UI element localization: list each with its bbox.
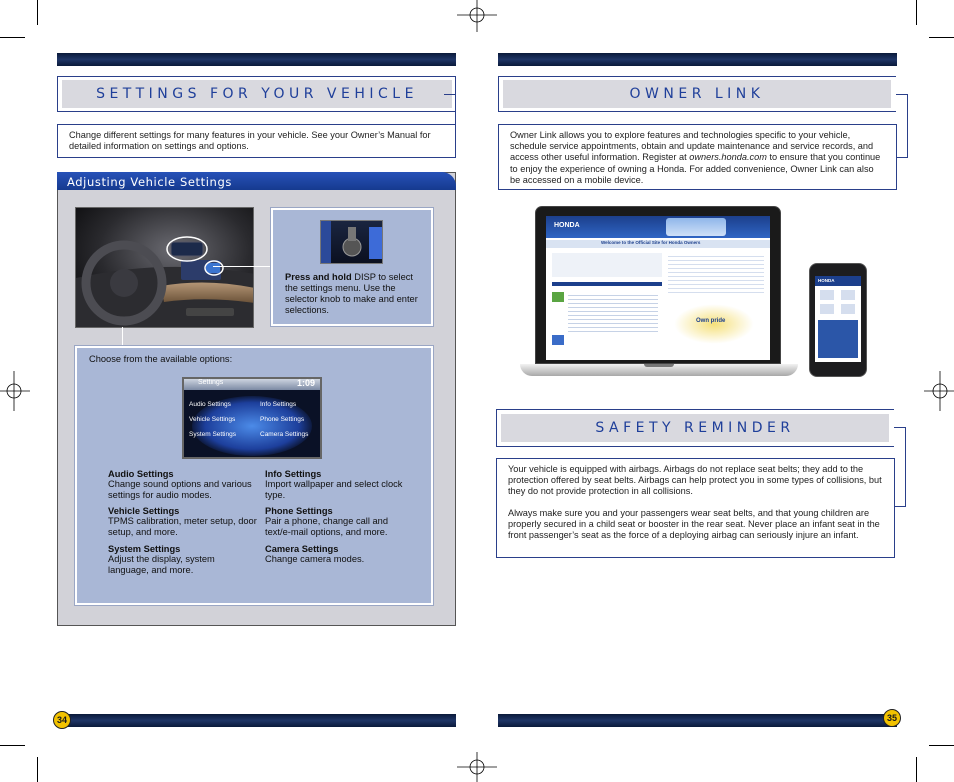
option-head: Audio Settings <box>108 469 174 479</box>
choose-label: Choose from the available options: <box>89 354 233 364</box>
option-audio <box>108 469 258 501</box>
adjusting-settings-tab <box>57 172 456 190</box>
option-phone <box>265 506 415 538</box>
option-camera <box>265 544 415 565</box>
settings-screen <box>182 377 322 459</box>
owner-link-box <box>498 124 897 190</box>
page-number: 35 <box>886 713 897 723</box>
phone-panel <box>818 320 858 358</box>
site-car-image <box>666 218 726 236</box>
phone-tile[interactable] <box>820 290 834 300</box>
footer-bar <box>57 714 456 727</box>
safety-paragraph-1: Your vehicle is equipped with airbags. Airbags do not replace seat belts; they add to the protection offered by seat belts. Airbags can help protect you in some types of collisions, but they do not provide protection in all collisions. <box>508 464 882 497</box>
option-desc: Import wallpaper and select clock type. <box>265 479 403 500</box>
safety-title-text: SAFETY REMINDER <box>595 420 795 436</box>
laptop-screen <box>546 216 770 360</box>
screen-item-camera[interactable]: Camera Settings <box>260 431 309 438</box>
intro-box <box>57 124 456 158</box>
press-hold-text <box>285 272 425 316</box>
screen-header-label: Settings <box>198 379 224 386</box>
owner-link-text-post: to ensure that you continue to enjoy the experience of owning a Honda. For added convenience, Owner Link can also be accessed on a mobile device. <box>510 152 881 185</box>
settings-title-text: SETTINGS FOR YOUR VEHICLE <box>96 86 418 102</box>
laptop-illustration <box>520 206 798 378</box>
site-section-bar <box>552 282 662 286</box>
phone-brand: HONDA <box>818 278 835 283</box>
intro-text: Change different settings for many features in your vehicle. See your Owner’s Manual for detailed information on settings and options. <box>69 130 431 152</box>
option-desc: Change camera modes. <box>265 554 365 564</box>
options-box <box>75 346 433 605</box>
site-brand: HONDA <box>554 222 580 229</box>
site-link-list <box>568 292 658 332</box>
crop-mark <box>916 0 917 25</box>
selector-knob-photo <box>320 220 383 264</box>
crop-mark <box>37 0 38 25</box>
safety-box <box>496 458 895 558</box>
registration-mark <box>452 752 502 782</box>
phone-screen <box>815 276 861 362</box>
option-head: Phone Settings <box>265 506 333 516</box>
registration-mark <box>452 0 502 32</box>
screen-item-phone[interactable]: Phone Settings <box>260 416 305 423</box>
option-desc: TPMS calibration, meter setup, door setup, and more. <box>108 516 257 537</box>
owner-link-url[interactable]: owners.honda.com <box>689 152 767 163</box>
section-title <box>503 80 891 108</box>
option-vehicle <box>108 506 258 538</box>
owner-link-text-pre: Owner Link allows you to explore features and technologies specific to your vehicle, schedule service appointments, obtain and update maintenance and service records, and access other useful information. Register at <box>510 130 874 163</box>
registration-mark <box>0 368 30 414</box>
crop-mark <box>0 745 25 746</box>
page-number-badge <box>53 711 71 729</box>
page-number-badge <box>883 709 901 727</box>
option-desc: Change sound options and various settings for audio modes. <box>108 479 252 500</box>
phone-tile[interactable] <box>820 304 834 314</box>
header-bar <box>498 53 897 66</box>
intro-bracket <box>444 94 456 158</box>
press-hold-box <box>271 208 433 326</box>
screen-item-info[interactable]: Info Settings <box>260 401 297 408</box>
option-info <box>265 469 415 501</box>
screen-clock: 1:09 <box>296 378 315 388</box>
title-bracket <box>896 94 908 158</box>
knob-illustration <box>321 221 383 264</box>
phone-tile[interactable] <box>841 304 855 314</box>
site-sidebar-list <box>668 253 764 293</box>
option-desc: Adjust the display, system language, and more. <box>108 554 215 575</box>
option-desc: Pair a phone, change call and text/e-mail options, and more. <box>265 516 389 537</box>
registration-mark <box>924 368 954 414</box>
crop-mark <box>0 37 25 38</box>
section-title <box>62 80 452 108</box>
laptop-notch <box>644 364 674 367</box>
site-promo-text: Own pride <box>696 318 726 324</box>
press-hold-bold: Press and hold <box>285 272 352 282</box>
press-hold-rest: DISP to select the settings menu. Use the selector knob to make and enter selections. <box>285 272 418 315</box>
crop-mark <box>916 757 917 782</box>
phone-illustration <box>809 263 867 377</box>
site-welcome-text: Welcome to the Official Site for Honda Owners <box>601 240 701 245</box>
crop-mark <box>929 745 954 746</box>
screen-item-vehicle[interactable]: Vehicle Settings <box>189 416 236 423</box>
page-number: 34 <box>56 715 67 725</box>
dashboard-photo <box>75 207 254 328</box>
dashboard-illustration <box>76 208 254 328</box>
title-bracket <box>894 427 906 507</box>
paragraph-spacer <box>508 498 883 508</box>
check-icon <box>552 292 564 302</box>
option-head: Vehicle Settings <box>108 506 180 516</box>
option-head: Camera Settings <box>265 544 339 554</box>
site-section <box>552 253 662 277</box>
crop-mark <box>929 37 954 38</box>
header-bar <box>57 53 456 66</box>
option-head: System Settings <box>108 544 181 554</box>
owner-link-title-text: OWNER LINK <box>629 86 765 102</box>
section-title <box>501 414 889 442</box>
phone-tile[interactable] <box>841 290 855 300</box>
screen-item-system[interactable]: System Settings <box>189 431 236 438</box>
option-system <box>108 544 258 576</box>
safety-paragraph-2: Always make sure you and your passengers wear seat belts, and that young children are properly secured in a child seat or booster in the rear seat. Never place an infant seat in the front passenger’s seat as the force of a deploying airbag can seriously injure an infant. <box>508 507 880 541</box>
option-head: Info Settings <box>265 469 322 479</box>
callout-line <box>213 266 271 267</box>
footer-bar <box>498 714 897 727</box>
site-promo <box>674 304 754 344</box>
callout-line <box>122 327 123 347</box>
screen-item-audio[interactable]: Audio Settings <box>189 401 231 408</box>
tab-label: Adjusting Vehicle Settings <box>67 175 232 189</box>
info-icon <box>552 335 564 345</box>
crop-mark <box>37 757 38 782</box>
